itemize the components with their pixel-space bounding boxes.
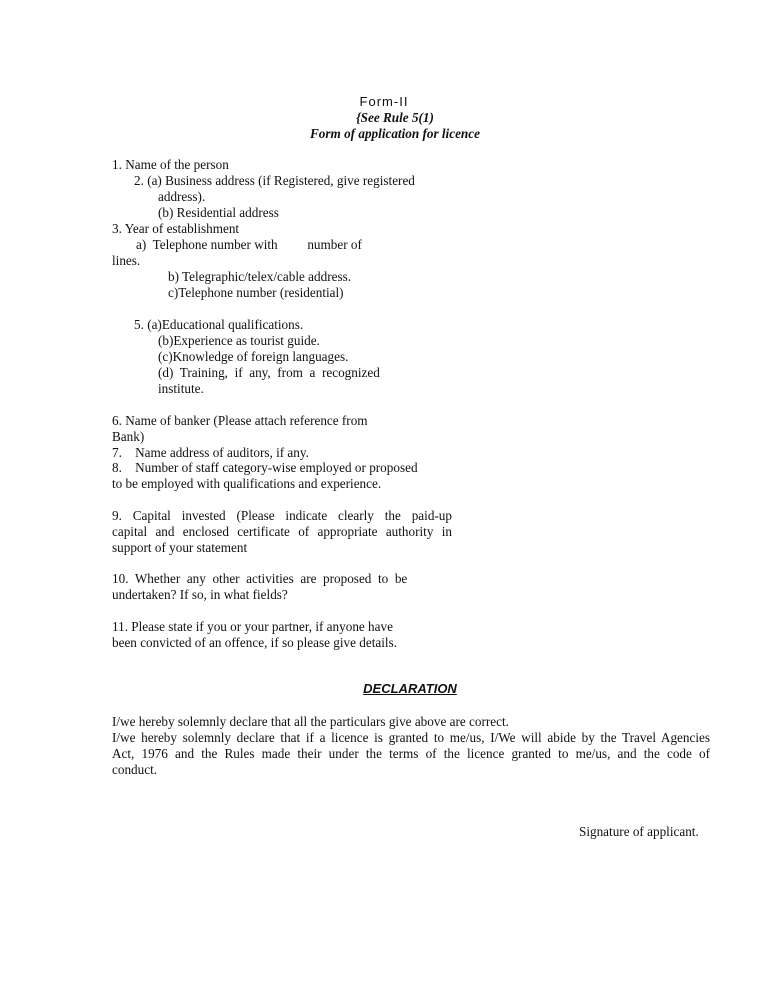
item-3a-line1: a) Telephone number with number of bbox=[136, 237, 362, 252]
signature-label: Signature of applicant. bbox=[579, 824, 699, 839]
item-10-line2: undertaken? If so, in what fields? bbox=[112, 587, 288, 602]
item-1: 1. Name of the person bbox=[112, 157, 229, 172]
item-7: 7. Name address of auditors, if any. bbox=[112, 445, 309, 460]
form-subtitle: Form of application for licence bbox=[310, 126, 480, 141]
declaration-para-1: I/we hereby solemnly declare that all the particulars give above are correct. bbox=[112, 714, 509, 729]
item-3b: b) Telegraphic/telex/cable address. bbox=[168, 269, 352, 284]
item-3a-line2: lines. bbox=[112, 253, 141, 268]
item-5a: 5. (a)Educational qualifications. bbox=[134, 317, 304, 332]
declaration-para-2-line1: I/we hereby solemnly declare that if a licence is granted to me/us, I/We will abide by the Travel Agencies bbox=[112, 730, 710, 745]
item-5d-line2: institute. bbox=[158, 381, 204, 396]
form-rule: {See Rule 5(1) bbox=[356, 110, 434, 125]
declaration-para-2-line2: Act, 1976 and the Rules made their under the terms of the licence granted to me/us, and the code of bbox=[112, 746, 710, 761]
item-5b: (b)Experience as tourist guide. bbox=[158, 333, 320, 348]
item-8-line1: 8. Number of staff category-wise employed or proposed bbox=[112, 460, 418, 475]
item-9-line2: capital and enclosed certificate of appropriate authority in bbox=[112, 524, 452, 539]
item-9-line3: support of your statement bbox=[112, 540, 248, 555]
form-title: Form-II bbox=[359, 94, 409, 109]
declaration-para-2-line3: conduct. bbox=[112, 762, 158, 777]
item-11-line1: 11. Please state if you or your partner, if anyone have bbox=[112, 619, 393, 634]
item-2a-line2: address). bbox=[158, 189, 206, 204]
item-2a-line1: 2. (a) Business address (if Registered, give registered bbox=[134, 173, 415, 188]
item-6-line2: Bank) bbox=[112, 429, 145, 444]
item-9-line1: 9. Capital invested (Please indicate clearly the paid-up bbox=[112, 508, 452, 523]
item-8-line2: to be employed with qualifications and experience. bbox=[112, 476, 382, 491]
item-5d-line1: (d) Training, if any, from a recognized bbox=[158, 365, 380, 380]
item-3: 3. Year of establishment bbox=[112, 221, 240, 236]
item-5c: (c)Knowledge of foreign languages. bbox=[158, 349, 349, 364]
declaration-heading: DECLARATION bbox=[363, 681, 457, 696]
item-6-line1: 6. Name of banker (Please attach reference from bbox=[112, 413, 368, 428]
item-10-line1: 10. Whether any other activities are proposed to be bbox=[112, 571, 408, 586]
item-2b: (b) Residential address bbox=[158, 205, 279, 220]
item-11-line2: been convicted of an offence, if so please give details. bbox=[112, 635, 398, 650]
item-3c: c)Telephone number (residential) bbox=[168, 285, 344, 300]
